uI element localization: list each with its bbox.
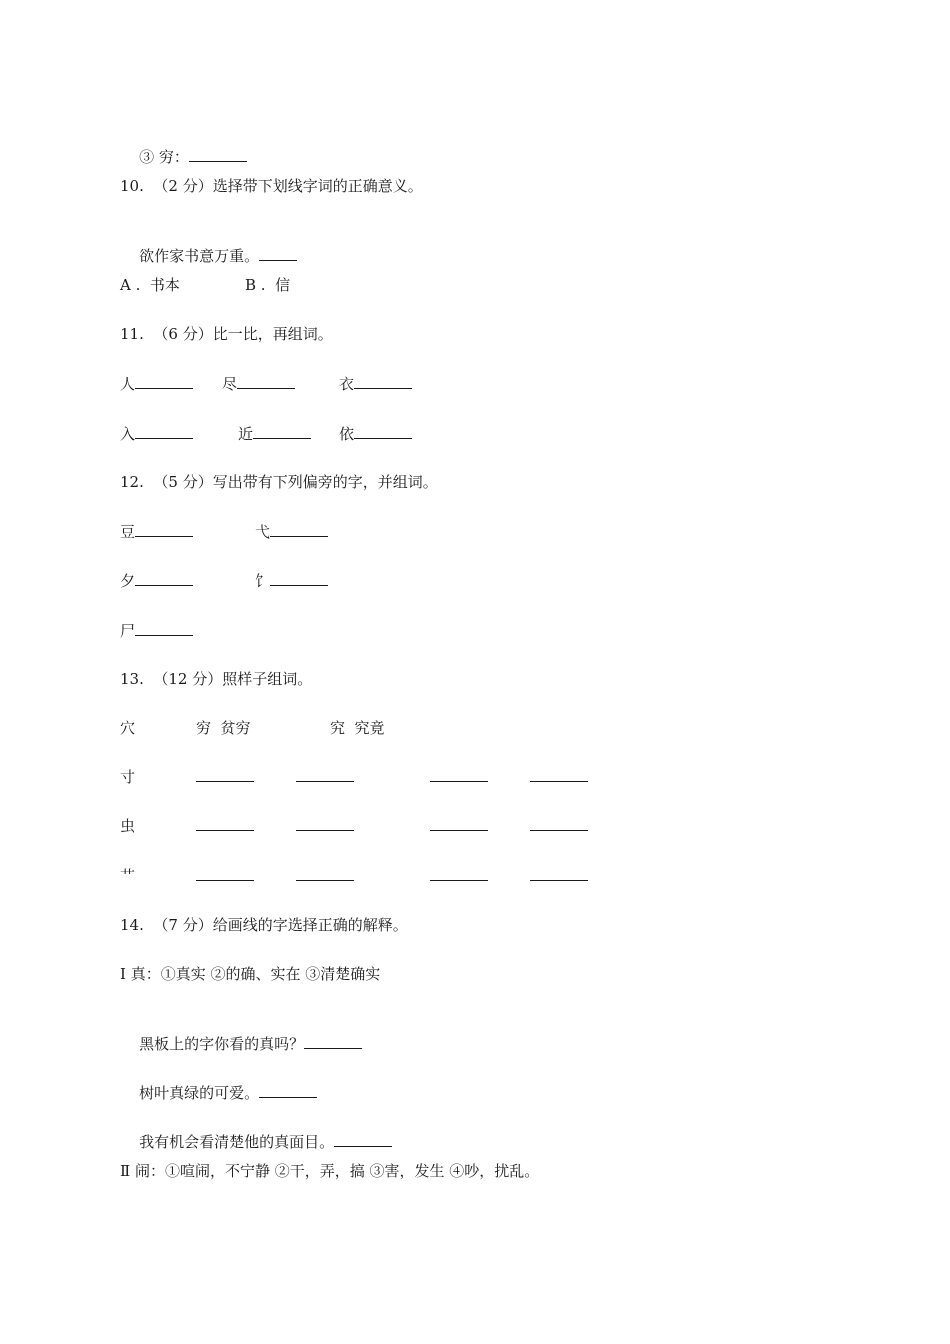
q14-sentence-text: 黑板上的字你看的真吗？ bbox=[139, 1035, 305, 1053]
answer-blank[interactable] bbox=[296, 767, 354, 782]
q11-char: 人 bbox=[120, 375, 136, 393]
answer-blank[interactable] bbox=[135, 571, 193, 586]
answer-blank[interactable] bbox=[135, 424, 193, 439]
q13-row-char: 寸 bbox=[120, 768, 136, 786]
q13-example-word2: 究 究竟 bbox=[330, 719, 385, 737]
q10-title: 10. （2 分）选择带下划线字词的正确意义。 bbox=[120, 177, 423, 195]
q12-radical: 弋 bbox=[255, 523, 271, 541]
q11-char: 尽 bbox=[222, 375, 238, 393]
q13-example-char: 穴 bbox=[120, 719, 136, 737]
answer-blank[interactable] bbox=[334, 1132, 392, 1147]
answer-blank[interactable] bbox=[530, 866, 588, 881]
answer-blank[interactable] bbox=[189, 147, 247, 162]
q14-sentence-text: 我有机会看清楚他的真面目。 bbox=[139, 1133, 335, 1151]
q12-radical: 豆 bbox=[120, 523, 136, 541]
q11-char: 衣 bbox=[339, 375, 355, 393]
answer-blank[interactable] bbox=[196, 816, 254, 831]
answer-blank[interactable] bbox=[259, 1083, 317, 1098]
answer-blank[interactable] bbox=[135, 522, 193, 537]
q11-char: 近 bbox=[238, 425, 254, 443]
q11-row1-item bbox=[339, 374, 412, 394]
q12-radical-item bbox=[120, 621, 193, 641]
q10-sentence: 欲作家书意万重。 bbox=[139, 247, 260, 265]
q13-title: 13. （12 分）照样子组词。 bbox=[120, 670, 313, 688]
answer-blank[interactable] bbox=[196, 866, 254, 881]
q12-radical-item bbox=[255, 571, 328, 591]
answer-blank[interactable] bbox=[135, 621, 193, 636]
q11-char: 依 bbox=[339, 425, 355, 443]
q14-part2-definitions: Ⅱ 闹：①喧闹，不宁静 ②干，弄，搞 ③害，发生 ④吵，扰乱。 bbox=[120, 1162, 540, 1180]
q14-sentence-text: 树叶真绿的可爱。 bbox=[139, 1084, 260, 1102]
q13-example-word1: 穷 贫穷 bbox=[196, 719, 251, 737]
q9-item-3-label: ③ 穷： bbox=[139, 148, 189, 166]
q14-title: 14. （7 分）给画线的字选择正确的解释。 bbox=[120, 916, 408, 934]
q12-radical: 夕 bbox=[120, 572, 136, 590]
q10-option-b[interactable]: B . 信 bbox=[245, 276, 291, 294]
answer-blank[interactable] bbox=[354, 424, 412, 439]
q11-row2-item bbox=[339, 424, 412, 444]
q11-row2-item bbox=[238, 424, 311, 444]
answer-blank[interactable] bbox=[430, 767, 488, 782]
q12-radical: 饣 bbox=[255, 572, 271, 590]
answer-blank[interactable] bbox=[530, 767, 588, 782]
answer-blank[interactable] bbox=[135, 374, 193, 389]
answer-blank[interactable] bbox=[430, 816, 488, 831]
answer-blank[interactable] bbox=[530, 816, 588, 831]
q14-part1-definitions: Ⅰ 真：①真实 ②的确、实在 ③清楚确实 bbox=[120, 965, 381, 983]
answer-blank[interactable] bbox=[253, 424, 311, 439]
answer-blank[interactable] bbox=[270, 571, 328, 586]
q12-radical-item bbox=[255, 522, 328, 542]
answer-blank[interactable] bbox=[270, 522, 328, 537]
q11-title: 11. （6 分）比一比，再组词。 bbox=[120, 325, 333, 343]
q11-char: 入 bbox=[120, 425, 136, 443]
answer-blank[interactable] bbox=[237, 374, 295, 389]
answer-blank[interactable] bbox=[296, 816, 354, 831]
answer-blank[interactable] bbox=[304, 1034, 362, 1049]
q13-row-char: 虫 bbox=[120, 817, 136, 835]
answer-blank[interactable] bbox=[296, 866, 354, 881]
q12-title: 12. （5 分）写出带有下列偏旁的字，并组词。 bbox=[120, 473, 438, 491]
q12-radical-item bbox=[120, 571, 193, 591]
answer-blank[interactable] bbox=[196, 767, 254, 782]
q10-option-a[interactable]: A . 书本 bbox=[120, 276, 180, 294]
q11-row2-item bbox=[120, 424, 193, 444]
q13-row-char: 艹 bbox=[120, 867, 136, 885]
answer-blank[interactable] bbox=[259, 246, 297, 261]
answer-blank[interactable] bbox=[430, 866, 488, 881]
answer-blank[interactable] bbox=[354, 374, 412, 389]
q12-radical: 尸 bbox=[120, 622, 136, 640]
q12-radical-item bbox=[120, 522, 193, 542]
q11-row1-item bbox=[120, 374, 193, 394]
q11-row1-item bbox=[222, 374, 295, 394]
